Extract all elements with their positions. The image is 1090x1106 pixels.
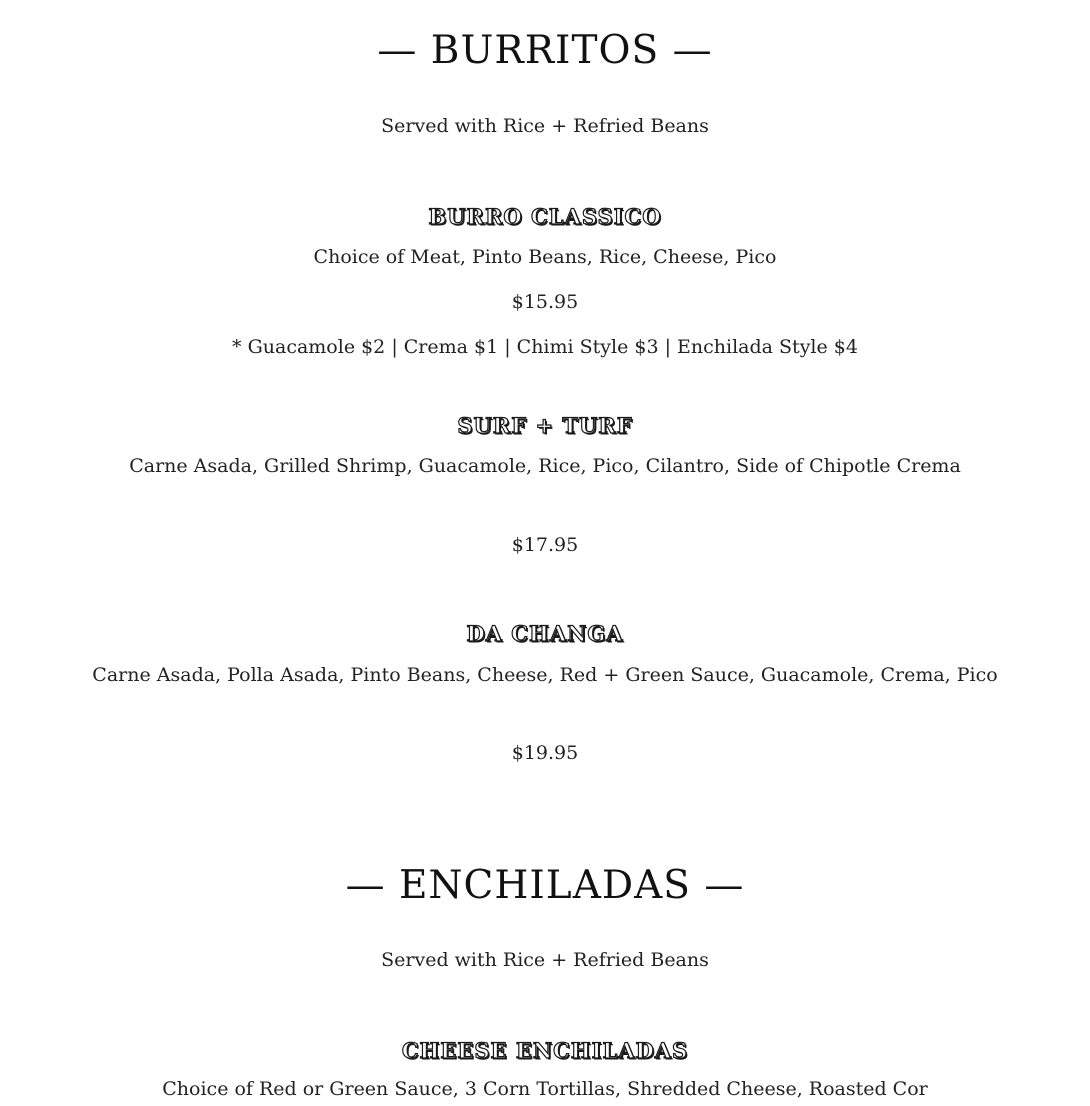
section-title-enchiladas: — ENCHILADAS — — [345, 863, 745, 908]
item-price-da-changa: $19.95 — [511, 742, 579, 764]
item-name-burro-classico: BURRO CLASSICO — [428, 204, 662, 229]
item-name-cheese-enchiladas: CHEESE ENCHILADAS — [401, 1038, 689, 1063]
item-description-burro-classico: Choice of Meat, Pinto Beans, Rice, Cheese, Pico — [313, 246, 777, 268]
item-addons-burro-classico: * Guacamole $2 | Crema $1 | Chimi Style $3 | Enchilada Style $4 — [232, 336, 858, 358]
item-name-surf-turf: SURF + TURF — [457, 413, 633, 438]
item-description-cheese-enchiladas: Choice of Red or Green Sauce, 3 Corn Tortillas, Shredded Cheese, Roasted Cor — [162, 1078, 928, 1100]
section-subtitle-enchiladas: Served with Rice + Refried Beans — [381, 949, 709, 971]
item-name-da-changa: DA CHANGA — [466, 621, 624, 646]
item-description-da-changa: Carne Asada, Polla Asada, Pinto Beans, Cheese, Red + Green Sauce, Guacamole, Crema, Pico — [92, 664, 998, 686]
item-price-surf-turf: $17.95 — [511, 534, 579, 556]
item-description-surf-turf: Carne Asada, Grilled Shrimp, Guacamole, Rice, Pico, Cilantro, Side of Chipotle Crema — [129, 455, 961, 477]
section-subtitle-burritos: Served with Rice + Refried Beans — [381, 115, 709, 137]
section-title-burritos: — BURRITOS — — [377, 28, 713, 73]
item-price-burro-classico: $15.95 — [511, 291, 579, 313]
